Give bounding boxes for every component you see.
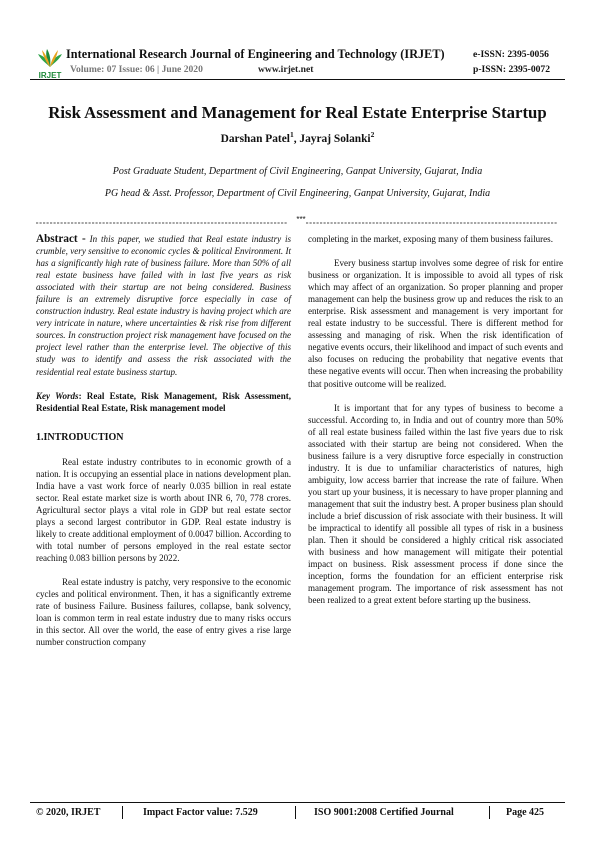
footer-copyright: © 2020, IRJET xyxy=(36,807,101,818)
footer-rule xyxy=(30,802,565,803)
abstract xyxy=(36,233,291,378)
paper-title: Risk Assessment and Management for Real Estate Enterprise Startup xyxy=(48,103,547,122)
volume-issue: Volume: 07 Issue: 06 | June 2020 xyxy=(70,64,203,75)
eissn: e-ISSN: 2395-0056 xyxy=(473,49,549,60)
journal-name: International Research Journal of Engineering and Technology (IRJET) xyxy=(66,47,445,61)
section-heading: 1.INTRODUCTION xyxy=(36,431,124,443)
header-rule xyxy=(30,79,565,80)
footer-divider xyxy=(122,806,123,819)
left-column xyxy=(36,233,291,648)
footer-page-number: Page 425 xyxy=(506,807,545,818)
separator-stars: *** xyxy=(296,215,306,224)
author-sup: 1 xyxy=(289,130,294,140)
logo-text: IRJET xyxy=(38,71,62,80)
footer-divider xyxy=(489,806,490,819)
author-name: Darshan Patel xyxy=(220,133,290,145)
right-column xyxy=(308,233,563,606)
author-list xyxy=(0,130,595,145)
paragraph: Real estate industry is patchy, very responsive to the economic cycles and political environment. Then, it has a significantly extreme rate of business Failure. Business failures, collapse, bank solvency, loan is common term in real estate industry due to many risks occurs in this sector. All over the world, the ease of entry gives a rise large number construction company xyxy=(36,577,291,648)
footer-divider xyxy=(295,806,296,819)
irjet-logo xyxy=(35,41,65,81)
paragraph: Every business startup involves some degree of risk for entire business or organization. It is impossible to avoid all types of risk which may affect of an organization. So proper planning and proper management can help the business grow up and reduces the risk to an enterprise. Risk assessment and management is very important for real estate industry to be successful. There is different method for assessing and managing of risk. When the risk identification of negative events occurs, their likelihood and impact of such events and also focuses on reducing the probability that negative events that these negative events will occur. Then when increasing the probability that positive outcome will be realized. xyxy=(308,258,563,389)
footer-iso: ISO 9001:2008 Certified Journal xyxy=(314,807,454,818)
keywords xyxy=(36,390,291,414)
author-name: Jayraj Solanki xyxy=(299,133,371,145)
abstract-label: Abstract - xyxy=(36,233,86,245)
keywords-label: Key Words xyxy=(36,390,79,401)
keywords-text: : Real Estate, Risk Management, Risk Assessment, Residential Real Estate, Risk management model xyxy=(36,390,291,413)
affiliation-2: PG head & Asst. Professor, Department of Civil Engineering, Ganpat University, Gujarat, India xyxy=(104,188,491,199)
leaf-icon xyxy=(38,49,62,67)
journal-website[interactable]: www.irjet.net xyxy=(258,64,314,75)
paragraph: completing in the market, exposing many of them business failures. xyxy=(308,234,553,244)
author-separator: , xyxy=(293,133,300,145)
pissn: p-ISSN: 2395-0072 xyxy=(473,64,551,75)
footer-impact-factor: Impact Factor value: 7.529 xyxy=(143,807,258,818)
affiliation-1: Post Graduate Student, Department of Civil Engineering, Ganpat University, Gujarat, India xyxy=(112,166,483,177)
author-sup: 2 xyxy=(370,130,375,140)
paragraph: Real estate industry contributes to in economic growth of a nation. It is occupying an essential place in nations development plan. India have a vast work force of nearly 0.035 billion in real estate sector. Real estate market size is worth about INR 6, 70, 778 crores. Agricultural sector plays a vital role in GDP but real estate sector plays a second largest contributor in GDP. Real estate industry is likely to create additional employment of 0.0047 billion. According to with total number of persons employed in the real estate sector reaching 0.083 billion persons by 2022. xyxy=(36,456,291,564)
paragraph: It is important that for any types of business to become a successful. According to, in India and out of country more than 50% of all real estate business failed within the last five years due to risk associated with their startup are being not considered. When the business failure is a very disruptive force especially in construction industry. It is due to unfamiliar characteristics of natures, high ambiguity, low access barrier that increase the rate of failure. When you start up your business, it is necessary to have proper planning and management that suit the industry best. A proper business plan should include a brief discussion of risk associate with their business. It will be impractical to identify all possible all types of risk in a business plan. Then it should be considered a highly critical risk associated with business and how management will mitigate their potential impact on business. Risk assessment process if done since the inception, forms the foundation for an efficient enterprise risk management program. The importance of risk assessment has not been realized to a great extent before starting up the business. xyxy=(308,402,563,606)
abstract-text: In this paper, we studied that Real estate industry is crumble, very sensitive to economic cycles & political Environment. It has a significantly high rate of business failure. More than 50% of all real estate business have failed with in last five years as risk associated with their startup are not being considered. Business failure is an extremely disruptive force especially in case of construction industry. Real estate industry is having project which are very intricate in nature, where uncertainties & risk rise from different sources. In construction project risk management have focused on the project level rather than the enterprise level. The objective of this study was to identify and assess the risk associated with the residential real estate business startup. xyxy=(36,234,292,377)
